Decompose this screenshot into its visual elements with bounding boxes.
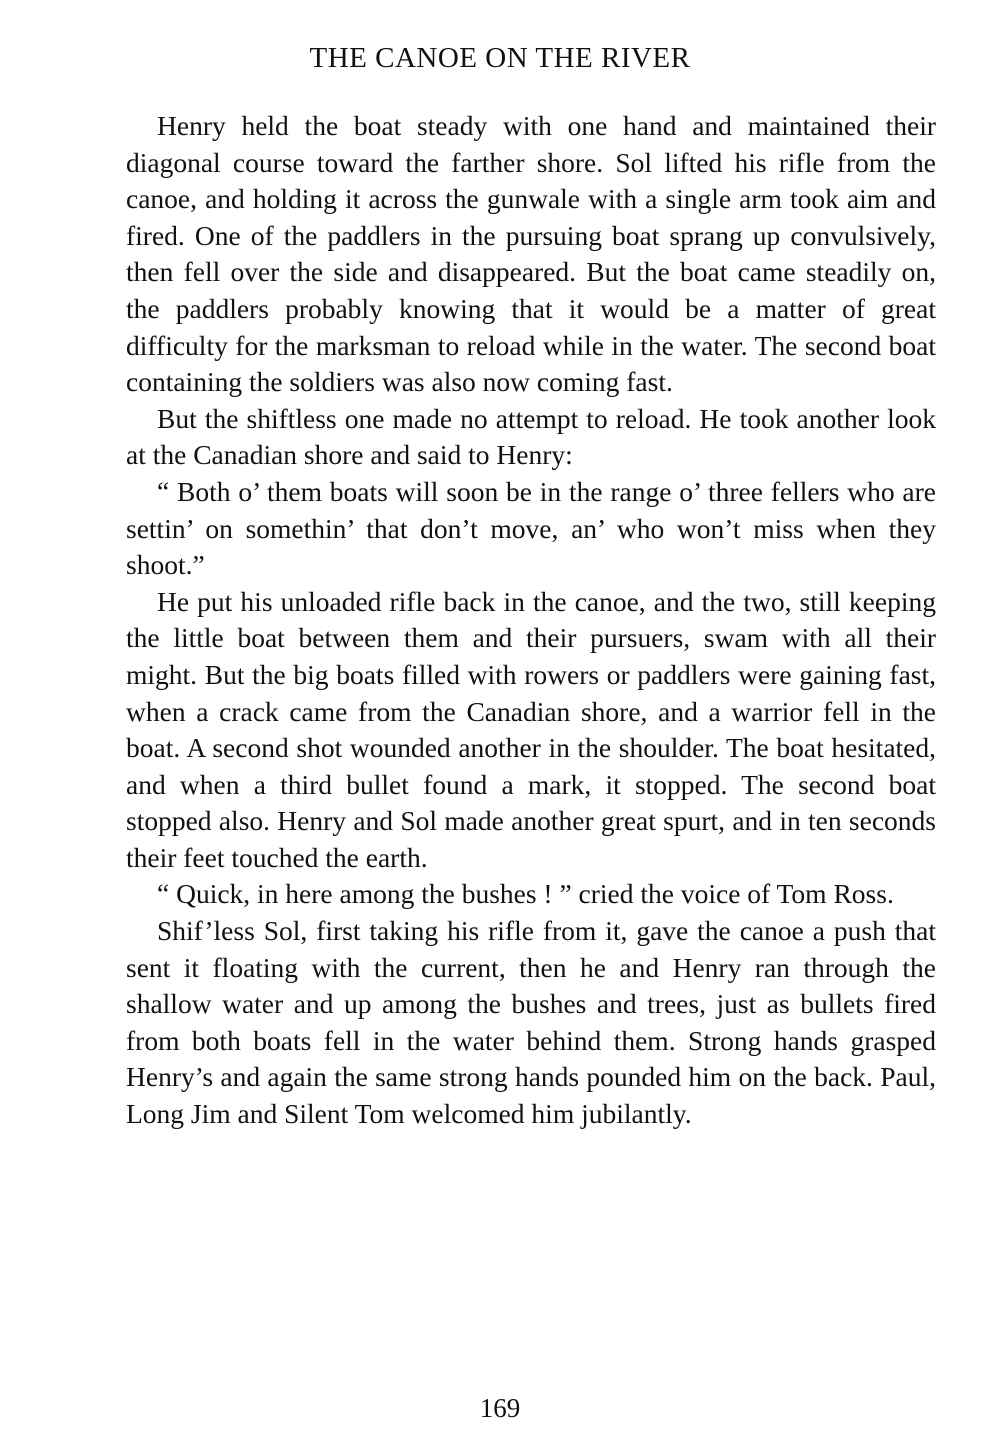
page-number: 169 (479, 1393, 521, 1423)
paragraph: “ Quick, in here among the bushes ! ” cried the voice of Tom Ross. (157, 878, 894, 910)
paragraph: Shif’less Sol, first taking his rifle from it, gave the canoe a push that sent it floating with the current, then he and Henry ran through the shallow water and up among the bushes and trees, just as bullets fired from both boats fell in the water behind them. Strong hands grasped Henry’s and again the same strong hands pounded him on the back. Paul, Long Jim and Silent Tom welcomed him jubilantly. (126, 915, 936, 1130)
paragraph: But the shiftless one made no attempt to reload. He took another look at the Canadian shore and said to Henry: (126, 402, 936, 471)
running-title: THE CANOE ON THE RIVER (309, 42, 691, 74)
paragraph: He put his unloaded rifle back in the canoe, and the two, still keeping the little boat between them and their pursuers, swam with all their might. But the big boats filled with rowers or paddlers were gaining fast, when a crack came from the Canadian shore, and a warrior fell in the boat. A second shot wounded another in the shoulder. The boat hesitated, and when a third bullet found a mark, it stopped. The second boat stopped also. Henry and Sol made another great spurt, and in ten seconds their feet touched the earth. (126, 585, 936, 873)
paragraph: Henry held the boat steady with one hand and maintained their diagonal course toward the farther shore. Sol lifted his rifle from the canoe, and holding it across the gunwale with a single arm took aim and fired. One of the paddlers in the pursuing boat sprang up convulsively, then fell over the side and disappeared. But the boat came steadily on, the paddlers probably knowing that it would be a matter of great difficulty for the marksman to reload while in the water. The second boat containing the soldiers was also now coming fast. (126, 110, 936, 398)
body-text (126, 108, 936, 1133)
paragraph: “ Both o’ them boats will soon be in the range o’ three fellers who are settin’ on somethin’ that don’t move, an’ who won’t miss when they shoot.” (126, 475, 936, 581)
